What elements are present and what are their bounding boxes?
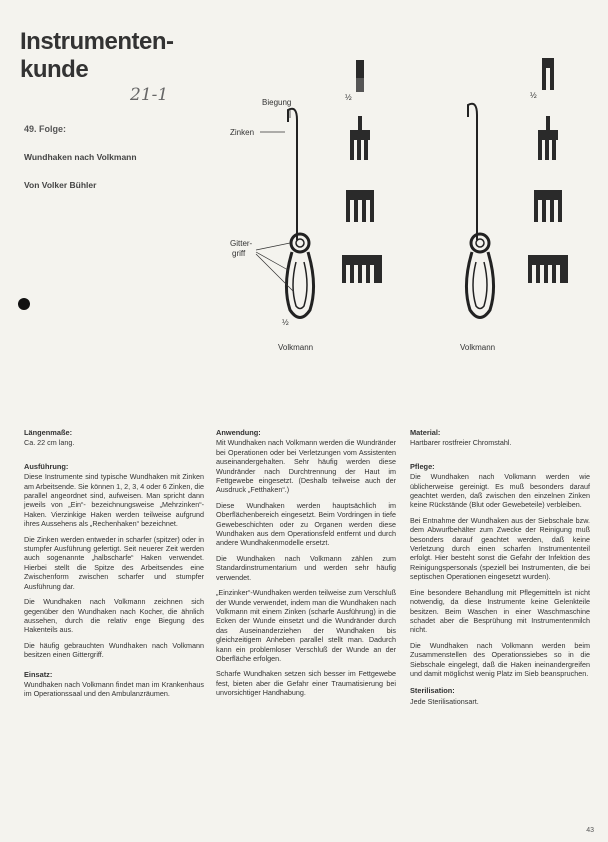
label-biegung: Biegung	[262, 98, 292, 107]
text-material: Hartbarer rostfreier Chromstahl.	[410, 438, 512, 448]
text-pflegemittel: Eine besondere Behandlung mit Pflegemitteln ist nicht notwendig, da diese Instrumente keine Gelenkteile besitzen. Beim Waschen in einer Waschmaschine schadet aber die Besprühung mit Instrumentenmilch nicht.	[410, 587, 590, 635]
text-einsatz: Wundhaken nach Volkmann findet man im Krankenhaus im Operationssaal und den Ambulanzräumen.	[24, 679, 204, 699]
wound-hook-right	[466, 104, 493, 318]
scale-tip-1: ½	[345, 93, 352, 102]
column-1	[24, 428, 204, 705]
text-kocher: Die Wundhaken nach Volkmann zeichnen sich gegenüber den Wundhaken nach Kocher, die ähnlich aussehen, durch die relativ enge Biegung des Hakenteils aus.	[24, 597, 204, 635]
wound-hook-left	[286, 109, 313, 318]
text-entnahme: Bei Entnahme der Wundhaken aus der Siebschale bzw. dem Abwurfbehälter zum Zwecke der Reinigung muß besonders darauf geachtet werden, daß keine Verletzung durch einen scharfen Instrumententeil erfolgt. Hier besteht sonst die Gefahr der Infektion des Reinigungspersonals (speziell bei Instrumenten, die bei septischen Operationen eingesetzt wurden).	[410, 515, 590, 582]
heading-laengenmasse: Längenmaße:	[24, 428, 73, 437]
text-pflege: Die Wundhaken nach Volkmann werden wie üblicherweise gereinigt. Es muß besonders darauf geachtet werden, daß zwischen den einzelnen Zinken keine Rückstände (Blut oder Gewebeteile) verbleiben.	[410, 472, 590, 510]
text-standard: Die Wundhaken nach Volkmann zählen zum Standardinstrumentarium und werden sehr häufig verwendet.	[216, 553, 396, 582]
handwritten-note: 21-1	[130, 85, 169, 105]
caption-left: Volkmann	[278, 343, 314, 352]
column-2	[216, 428, 396, 704]
series-number: 49. Folge:	[24, 124, 67, 134]
title-line-1: Instrumenten-	[20, 28, 174, 55]
text-oberflaeche: Diese Wundhaken werden hauptsächlich im Oberflächenbereich eingesetzt. Beim Vordringen in tiefe Gewebeschichten oder zu Organen werden diese Wundhaken aus dem Operationsfeld entfernt und durch andere Wundhakenmodelle ersetzt.	[216, 500, 396, 548]
text-gittergriff: Die häufig gebrauchten Wundhaken nach Volkmann besitzen einen Gittergriff.	[24, 640, 204, 660]
tip-view-2-prong	[542, 58, 554, 90]
tip-view-3-prong	[350, 116, 370, 160]
heading-material: Material:	[410, 428, 441, 437]
text-scharfe: Scharfe Wundhaken setzen sich besser im Fettgewebe fest, bieten aber die Gefahr einer Traumatisierung bei unvorsichtiger Handhabung.	[216, 669, 396, 698]
tip-view-6-prong-right	[528, 255, 568, 283]
column-3	[410, 428, 590, 712]
text-laengenmasse: Ca. 22 cm lang.	[24, 438, 75, 448]
article-subtitle: Wundhaken nach Volkmann	[24, 152, 137, 162]
page-number: 43	[586, 827, 594, 834]
label-gittergriff-2: griff	[232, 249, 246, 258]
heading-einsatz: Einsatz:	[24, 669, 53, 679]
heading-sterilisation: Sterilisation:	[410, 686, 455, 696]
tip-view-3-prong-right	[538, 116, 558, 160]
text-anwendung: Mit Wundhaken nach Volkmann werden die Wundränder bei Operationen oder bei Verletzungen vom Assistenten auseinandergehalten. Sehr häufig werden diese Wundränder nach Durchtrennung der Haut im Fettgewebe eingesetzt. (Deshalb teilweise auch der Ausdruck „Fetthaken“.)	[216, 438, 396, 495]
author-line: Von Volker Bühler	[24, 180, 97, 190]
scale-tip-2: ½	[530, 91, 537, 100]
text-zinken: Die Zinken werden entweder in scharfer (spitzer) oder in stumpfer Ausführung gefertigt. Seit neuerer Zeit werden auch sogenannte „halbscharfe“ Haken verwendet. Hierbei stellt die Spitze des Arbeitsendes eine Zwischenform zwischen scharfer und stumpfer Ausführung dar.	[24, 534, 204, 591]
label-zinken: Zinken	[230, 128, 255, 137]
text-siebschale: Die Wundhaken nach Volkmann werden beim Zusammenstellen des Operationssiebes so in die Siebschale eingelegt, daß die Haken ineinandergreifen und damit möglichst wenig Platz im Sieb beanspruchen.	[410, 640, 590, 678]
label-gittergriff-1: Gitter-	[230, 239, 253, 248]
title-line-2: kunde	[20, 56, 89, 83]
heading-anwendung: Anwendung:	[216, 428, 261, 437]
heading-pflege: Pflege:	[410, 461, 435, 471]
heading-ausfuehrung: Ausführung:	[24, 461, 69, 471]
tip-view-6-prong	[342, 255, 382, 283]
instrument-illustration	[0, 0, 608, 380]
text-ausfuehrung: Diese Instrumente sind typische Wundhaken mit Zinken am Arbeitsende. Sie können 1, 2, 3, 4 oder 6 Zinken, die parallel angeordnet sind, aufweisen. Man spricht dann jeweils von „Ein“- bezeichnungsweise „Mehrzinken“-Haken. Vierzinkige Haken werden teilweise aufgrund ihres Aussehens als „Rechenhaken“ bezeichnet.	[24, 472, 204, 529]
tip-view-4-prong	[346, 190, 374, 222]
tip-view-4-prong-right	[534, 190, 562, 222]
tip-view-1-prong	[356, 60, 364, 92]
scale-left-hook: ½	[282, 318, 289, 327]
text-sterilisation: Jede Sterilisationsart.	[410, 696, 479, 706]
caption-right: Volkmann	[460, 343, 496, 352]
text-einzinker: „Einzinker“-Wundhaken werden teilweise zum Verschluß der Wunde verwendet, indem man die Wundhaken nach Volkmann mit einem Zinken (scharfe Ausführung) in die Ecken der Wunde einsetzt und die Wundränder durch das Auseinanderziehen der Wundhaken bis gleichzeitigem Anheben parallel stellt man. Dadurch kann ein problemloser Verschluß der Wunde an der Oberfläche erfolgen.	[216, 588, 396, 663]
